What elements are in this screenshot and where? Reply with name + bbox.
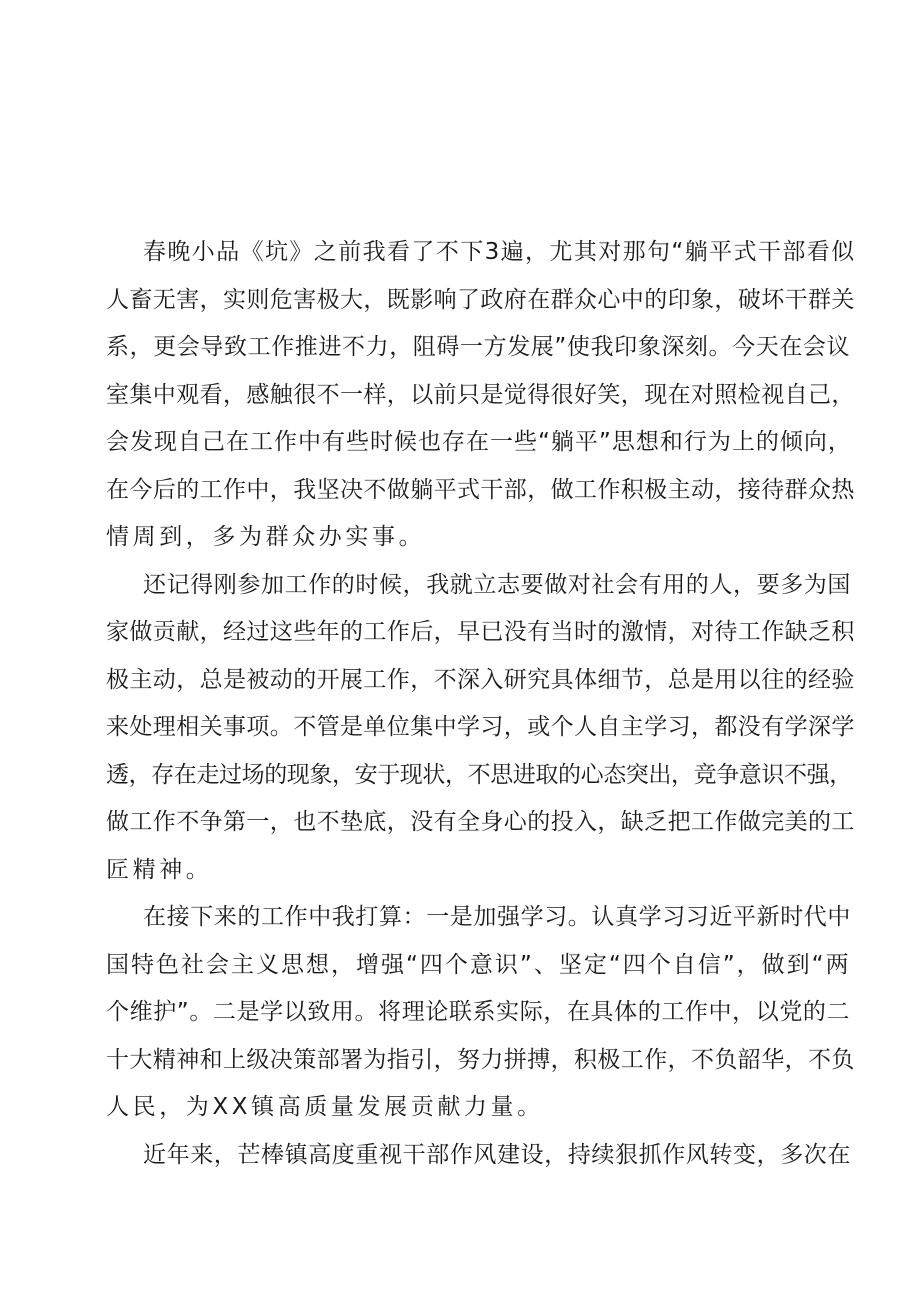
paragraph-line: 做工作不争第一，也不垫底，没有全身心的投入，缺乏把工作做完美的工	[106, 809, 855, 835]
paragraph-line: 极主动，总是被动的开展工作，不深入研究具体细节，总是用以往的经验	[106, 666, 855, 693]
paragraph-line: 会发现自己在工作中有些时候也存在一些“躺平”思想和行为上的倾向，	[106, 429, 852, 455]
paragraph-line: 来处理相关事项。不管是单位集中学习，或个人自主学习，都没有学深学	[106, 714, 855, 740]
paragraph-4	[106, 1132, 856, 1180]
paragraph-2	[106, 562, 856, 895]
paragraph-line: 人民，为XX镇高质量发展贡献力量。	[106, 1094, 544, 1120]
paragraph-line: 近年来，芒棒镇高度重视干部作风建设，持续狠抓作风转变，多次在	[143, 1141, 851, 1168]
paragraph-1	[106, 229, 856, 562]
document-body	[106, 229, 856, 1179]
paragraph-line: 匠精神。	[106, 856, 213, 883]
paragraph-line: 室集中观看，感触很不一样，以前只是觉得很好笑，现在对照检视自己，	[106, 381, 855, 408]
paragraph-line: 在接下来的工作中我打算：一是加强学习。认真学习习近平新时代中	[143, 904, 851, 930]
paragraph-line: 透，存在走过场的现象，安于现状，不思进取的心态突出，竞争意识不强，	[106, 761, 852, 788]
paragraph-line: 系，更会导致工作推进不力，阻碍一方发展”使我印象深刻。今天在会议	[106, 334, 851, 360]
paragraph-line: 还记得刚参加工作的时候，我就立志要做对社会有用的人，要多为国	[143, 571, 851, 598]
paragraph-line: 国特色社会主义思想，增强“四个意识”、坚定“四个自信”，做到“两	[106, 951, 851, 978]
paragraph-line: 情周到，多为群众办实事。	[106, 524, 426, 550]
paragraph-line: 家做贡献，经过这些年的工作后，早已没有当时的激情，对待工作缺乏积	[106, 619, 855, 645]
paragraph-3	[106, 894, 856, 1132]
paragraph-line: 个维护”。二是学以致用。将理论联系实际，在具体的工作中，以党的二	[106, 999, 851, 1025]
paragraph-line: 春晚小品《坑》之前我看了不下3遍，尤其对那句“躺平式干部看似	[143, 239, 856, 265]
paragraph-line: 十大精神和上级决策部署为指引，努力拼搏，积极工作，不负韶华，不负	[106, 1046, 855, 1073]
paragraph-line: 在今后的工作中，我坚决不做躺平式干部，做工作积极主动，接待群众热	[106, 476, 855, 503]
paragraph-line: 人畜无害，实则危害极大，既影响了政府在群众心中的印象，破坏干群关	[106, 286, 855, 313]
